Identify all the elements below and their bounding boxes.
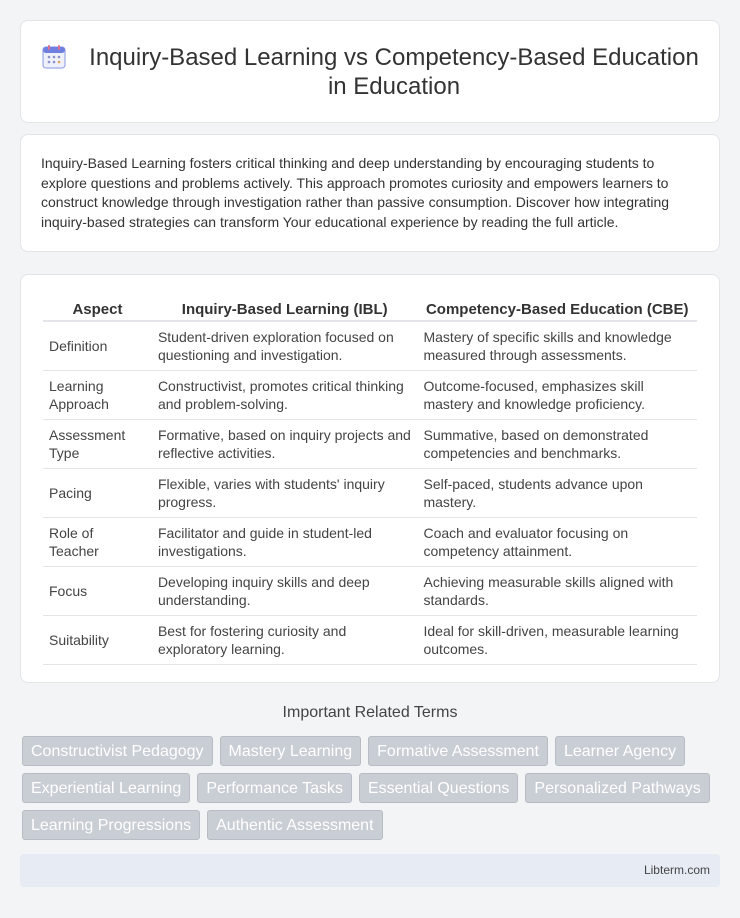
term-tag[interactable]: Experiential Learning: [22, 773, 190, 803]
calendar-icon: [41, 44, 67, 70]
table-row: [43, 616, 697, 665]
intro-paragraph: Inquiry-Based Learning fosters critical thinking and deep understanding by encouraging students to explore questions and problems actively. This approach promotes curiosity and empowers learners to construct knowledge through investigation rather than passive consumption. Discover how integrating inquiry-based strategies can transform Your educational experience by reading the full article.: [41, 155, 670, 230]
term-tag[interactable]: Essential Questions: [359, 773, 518, 803]
row-ibl: Constructivist, promotes critical thinking and problem-solving.: [152, 371, 418, 420]
term-tag[interactable]: Learning Progressions: [22, 810, 200, 840]
row-aspect: Definition: [43, 322, 152, 371]
term-tag[interactable]: Constructivist Pedagogy: [22, 736, 213, 766]
comparison-table-card: [20, 274, 720, 683]
row-aspect: Focus: [43, 567, 152, 616]
row-ibl: Flexible, varies with students' inquiry progress.: [152, 469, 418, 518]
footer-site-link[interactable]: Libterm.com: [643, 863, 710, 877]
table-row: [43, 469, 697, 518]
row-ibl: Formative, based on inquiry projects and reflective activities.: [152, 420, 418, 469]
column-header-ibl: Inquiry-Based Learning (IBL): [152, 295, 418, 322]
related-terms-list: [22, 736, 722, 840]
column-header-cbe: Competency-Based Education (CBE): [417, 295, 697, 322]
related-terms-title: Important Related Terms: [282, 704, 458, 721]
row-ibl: Facilitator and guide in student-led investigations.: [152, 518, 418, 567]
row-aspect: Assessment Type: [43, 420, 152, 469]
row-aspect: Suitability: [43, 616, 152, 665]
row-aspect: Pacing: [43, 469, 152, 518]
table-row: [43, 518, 697, 567]
term-tag[interactable]: Learner Agency: [555, 736, 685, 766]
term-tag[interactable]: Authentic Assessment: [207, 810, 382, 840]
row-cbe: Outcome-focused, emphasizes skill mastery and knowledge proficiency.: [417, 371, 697, 420]
intro-card: [20, 134, 720, 252]
table-row: [43, 420, 697, 469]
row-cbe: Coach and evaluator focusing on competency attainment.: [417, 518, 697, 567]
row-cbe: Mastery of specific skills and knowledge measured through assessments.: [417, 322, 697, 371]
term-tag[interactable]: Personalized Pathways: [525, 773, 709, 803]
page-title: Inquiry-Based Learning vs Competency-Based Education in Education: [89, 43, 699, 100]
term-tag[interactable]: Mastery Learning: [220, 736, 362, 766]
table-row: [43, 371, 697, 420]
row-aspect: Learning Approach: [43, 371, 152, 420]
row-ibl: Developing inquiry skills and deep understanding.: [152, 567, 418, 616]
table-header-row: [43, 295, 697, 322]
row-ibl: Student-driven exploration focused on questioning and investigation.: [152, 322, 418, 371]
row-ibl: Best for fostering curiosity and exploratory learning.: [152, 616, 418, 665]
row-cbe: Summative, based on demonstrated competencies and benchmarks.: [417, 420, 697, 469]
term-tag[interactable]: Formative Assessment: [368, 736, 548, 766]
row-cbe: Self-paced, students advance upon mastery.: [417, 469, 697, 518]
row-cbe: Achieving measurable skills aligned with standards.: [417, 567, 697, 616]
comparison-table: [43, 295, 697, 665]
header-card: [20, 20, 720, 123]
row-aspect: Role of Teacher: [43, 518, 152, 567]
footer: [20, 854, 720, 887]
column-header-aspect: Aspect: [43, 295, 152, 322]
table-row: [43, 567, 697, 616]
term-tag[interactable]: Performance Tasks: [197, 773, 352, 803]
row-cbe: Ideal for skill-driven, measurable learning outcomes.: [417, 616, 697, 665]
table-row: [43, 322, 697, 371]
